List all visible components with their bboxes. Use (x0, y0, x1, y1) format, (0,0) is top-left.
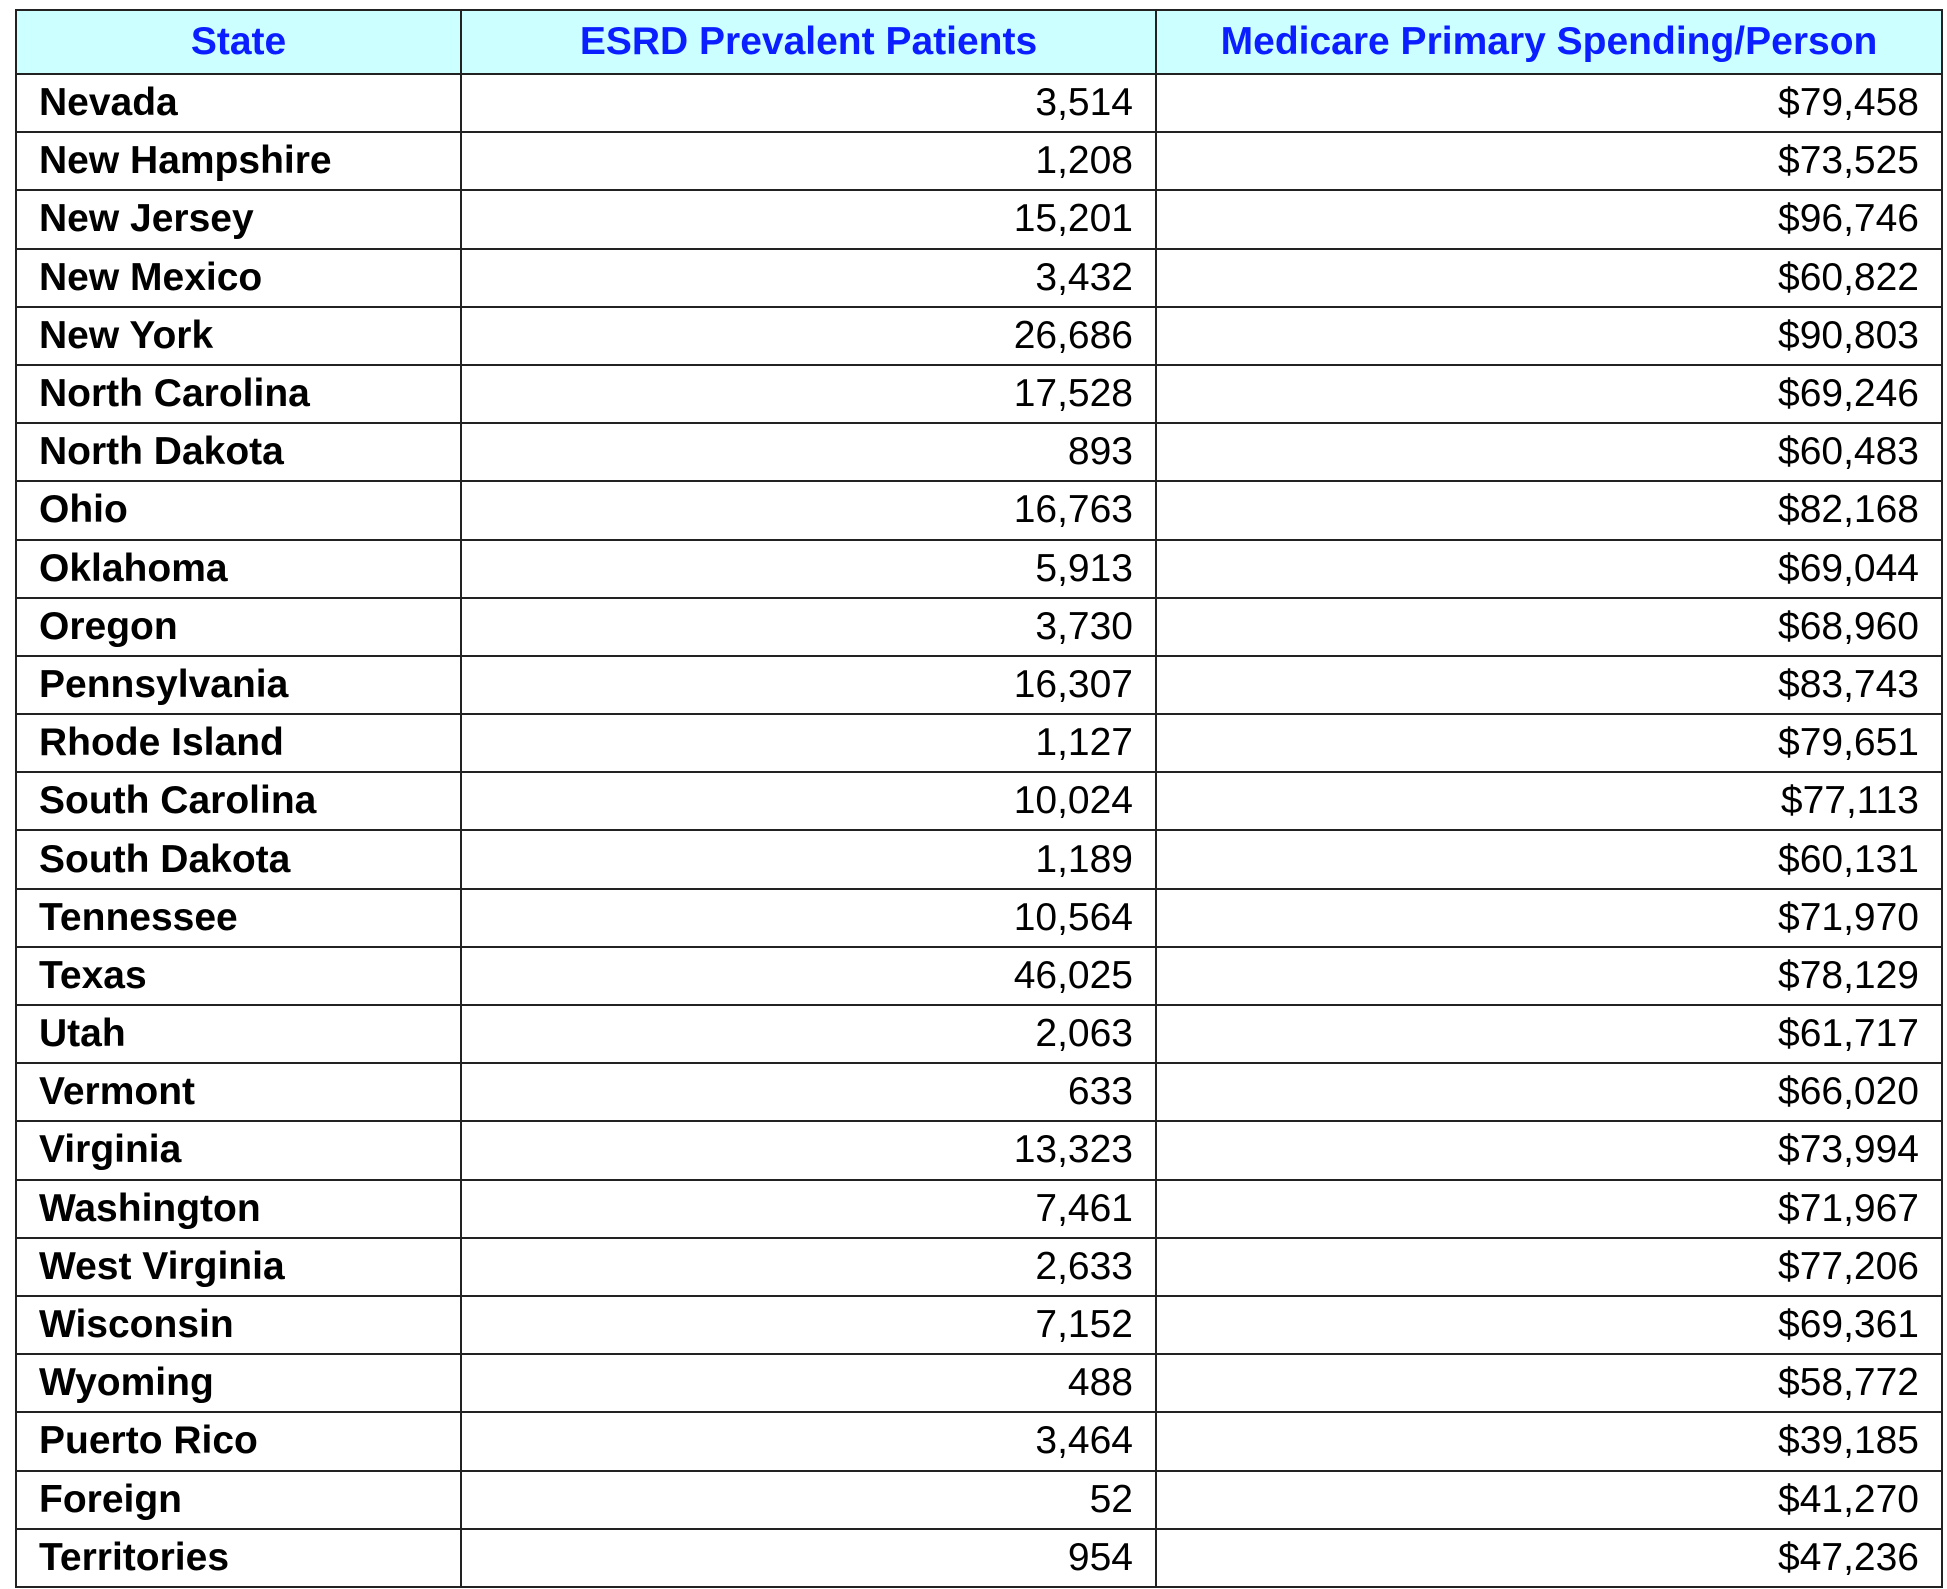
state-cell: Vermont (16, 1063, 461, 1121)
spending-cell: $96,746 (1156, 190, 1942, 248)
patients-cell: 1,189 (461, 830, 1156, 888)
state-cell: Tennessee (16, 889, 461, 947)
table-row (16, 947, 1942, 1005)
spending-cell: $41,270 (1156, 1471, 1942, 1529)
state-cell: Pennsylvania (16, 656, 461, 714)
table-row (16, 249, 1942, 307)
patients-cell: 13,323 (461, 1121, 1156, 1179)
spending-cell: $77,206 (1156, 1238, 1942, 1296)
patients-cell: 1,208 (461, 132, 1156, 190)
state-cell: Wisconsin (16, 1296, 461, 1354)
spending-cell: $60,822 (1156, 249, 1942, 307)
state-cell: Rhode Island (16, 714, 461, 772)
state-cell: Puerto Rico (16, 1412, 461, 1470)
state-cell: Washington (16, 1180, 461, 1238)
table-row (16, 540, 1942, 598)
table-row (16, 1063, 1942, 1121)
spending-cell: $68,960 (1156, 598, 1942, 656)
header-row (16, 10, 1942, 74)
table-row (16, 1354, 1942, 1412)
patients-cell: 16,307 (461, 656, 1156, 714)
patients-cell: 3,514 (461, 74, 1156, 132)
table-row (16, 1296, 1942, 1354)
spending-cell: $60,483 (1156, 423, 1942, 481)
state-cell: New Mexico (16, 249, 461, 307)
state-cell: Ohio (16, 481, 461, 539)
patients-cell: 954 (461, 1529, 1156, 1587)
patients-cell: 52 (461, 1471, 1156, 1529)
patients-cell: 5,913 (461, 540, 1156, 598)
table-row (16, 1180, 1942, 1238)
patients-cell: 3,432 (461, 249, 1156, 307)
patients-cell: 3,464 (461, 1412, 1156, 1470)
patients-cell: 2,063 (461, 1005, 1156, 1063)
table-row (16, 889, 1942, 947)
spending-cell: $83,743 (1156, 656, 1942, 714)
state-cell: New Jersey (16, 190, 461, 248)
spending-cell: $39,185 (1156, 1412, 1942, 1470)
state-cell: New Hampshire (16, 132, 461, 190)
table-row (16, 598, 1942, 656)
table-row (16, 481, 1942, 539)
spending-cell: $79,651 (1156, 714, 1942, 772)
table-row (16, 74, 1942, 132)
header-state: State (16, 10, 461, 74)
state-cell: South Carolina (16, 772, 461, 830)
patients-cell: 17,528 (461, 365, 1156, 423)
spending-cell: $73,994 (1156, 1121, 1942, 1179)
state-cell: New York (16, 307, 461, 365)
table-row (16, 656, 1942, 714)
state-cell: Foreign (16, 1471, 461, 1529)
patients-cell: 2,633 (461, 1238, 1156, 1296)
header-esrd-prevalent-patients: ESRD Prevalent Patients (461, 10, 1156, 74)
state-cell: Nevada (16, 74, 461, 132)
state-cell: Oklahoma (16, 540, 461, 598)
state-cell: Texas (16, 947, 461, 1005)
state-cell: South Dakota (16, 830, 461, 888)
state-cell: West Virginia (16, 1238, 461, 1296)
table-row (16, 1412, 1942, 1470)
table-row (16, 423, 1942, 481)
table-row (16, 772, 1942, 830)
table-row (16, 132, 1942, 190)
spending-cell: $69,044 (1156, 540, 1942, 598)
state-cell: North Dakota (16, 423, 461, 481)
table-row (16, 365, 1942, 423)
spending-cell: $66,020 (1156, 1063, 1942, 1121)
patients-cell: 7,461 (461, 1180, 1156, 1238)
spending-cell: $73,525 (1156, 132, 1942, 190)
table-row (16, 1121, 1942, 1179)
patients-cell: 1,127 (461, 714, 1156, 772)
spending-cell: $77,113 (1156, 772, 1942, 830)
patients-cell: 16,763 (461, 481, 1156, 539)
state-cell: Wyoming (16, 1354, 461, 1412)
spending-cell: $60,131 (1156, 830, 1942, 888)
table-row (16, 830, 1942, 888)
patients-cell: 488 (461, 1354, 1156, 1412)
patients-cell: 26,686 (461, 307, 1156, 365)
state-cell: Territories (16, 1529, 461, 1587)
table-row (16, 1471, 1942, 1529)
spending-cell: $58,772 (1156, 1354, 1942, 1412)
esrd-spending-table (15, 9, 1943, 1588)
patients-cell: 7,152 (461, 1296, 1156, 1354)
spending-cell: $69,361 (1156, 1296, 1942, 1354)
table-row (16, 714, 1942, 772)
header-medicare-spending-per-person: Medicare Primary Spending/Person (1156, 10, 1942, 74)
state-cell: Virginia (16, 1121, 461, 1179)
table-row (16, 1238, 1942, 1296)
spending-cell: $82,168 (1156, 481, 1942, 539)
spending-cell: $71,967 (1156, 1180, 1942, 1238)
spending-cell: $90,803 (1156, 307, 1942, 365)
spending-cell: $79,458 (1156, 74, 1942, 132)
patients-cell: 10,564 (461, 889, 1156, 947)
spending-cell: $71,970 (1156, 889, 1942, 947)
table-header (16, 10, 1942, 74)
table-row (16, 190, 1942, 248)
patients-cell: 10,024 (461, 772, 1156, 830)
patients-cell: 893 (461, 423, 1156, 481)
table-row (16, 1005, 1942, 1063)
state-cell: Oregon (16, 598, 461, 656)
spending-cell: $61,717 (1156, 1005, 1942, 1063)
state-cell: North Carolina (16, 365, 461, 423)
patients-cell: 46,025 (461, 947, 1156, 1005)
patients-cell: 633 (461, 1063, 1156, 1121)
spending-cell: $47,236 (1156, 1529, 1942, 1587)
table-row (16, 307, 1942, 365)
table-body (16, 74, 1942, 1587)
state-cell: Utah (16, 1005, 461, 1063)
patients-cell: 15,201 (461, 190, 1156, 248)
patients-cell: 3,730 (461, 598, 1156, 656)
table-row (16, 1529, 1942, 1587)
spending-cell: $69,246 (1156, 365, 1942, 423)
spending-cell: $78,129 (1156, 947, 1942, 1005)
